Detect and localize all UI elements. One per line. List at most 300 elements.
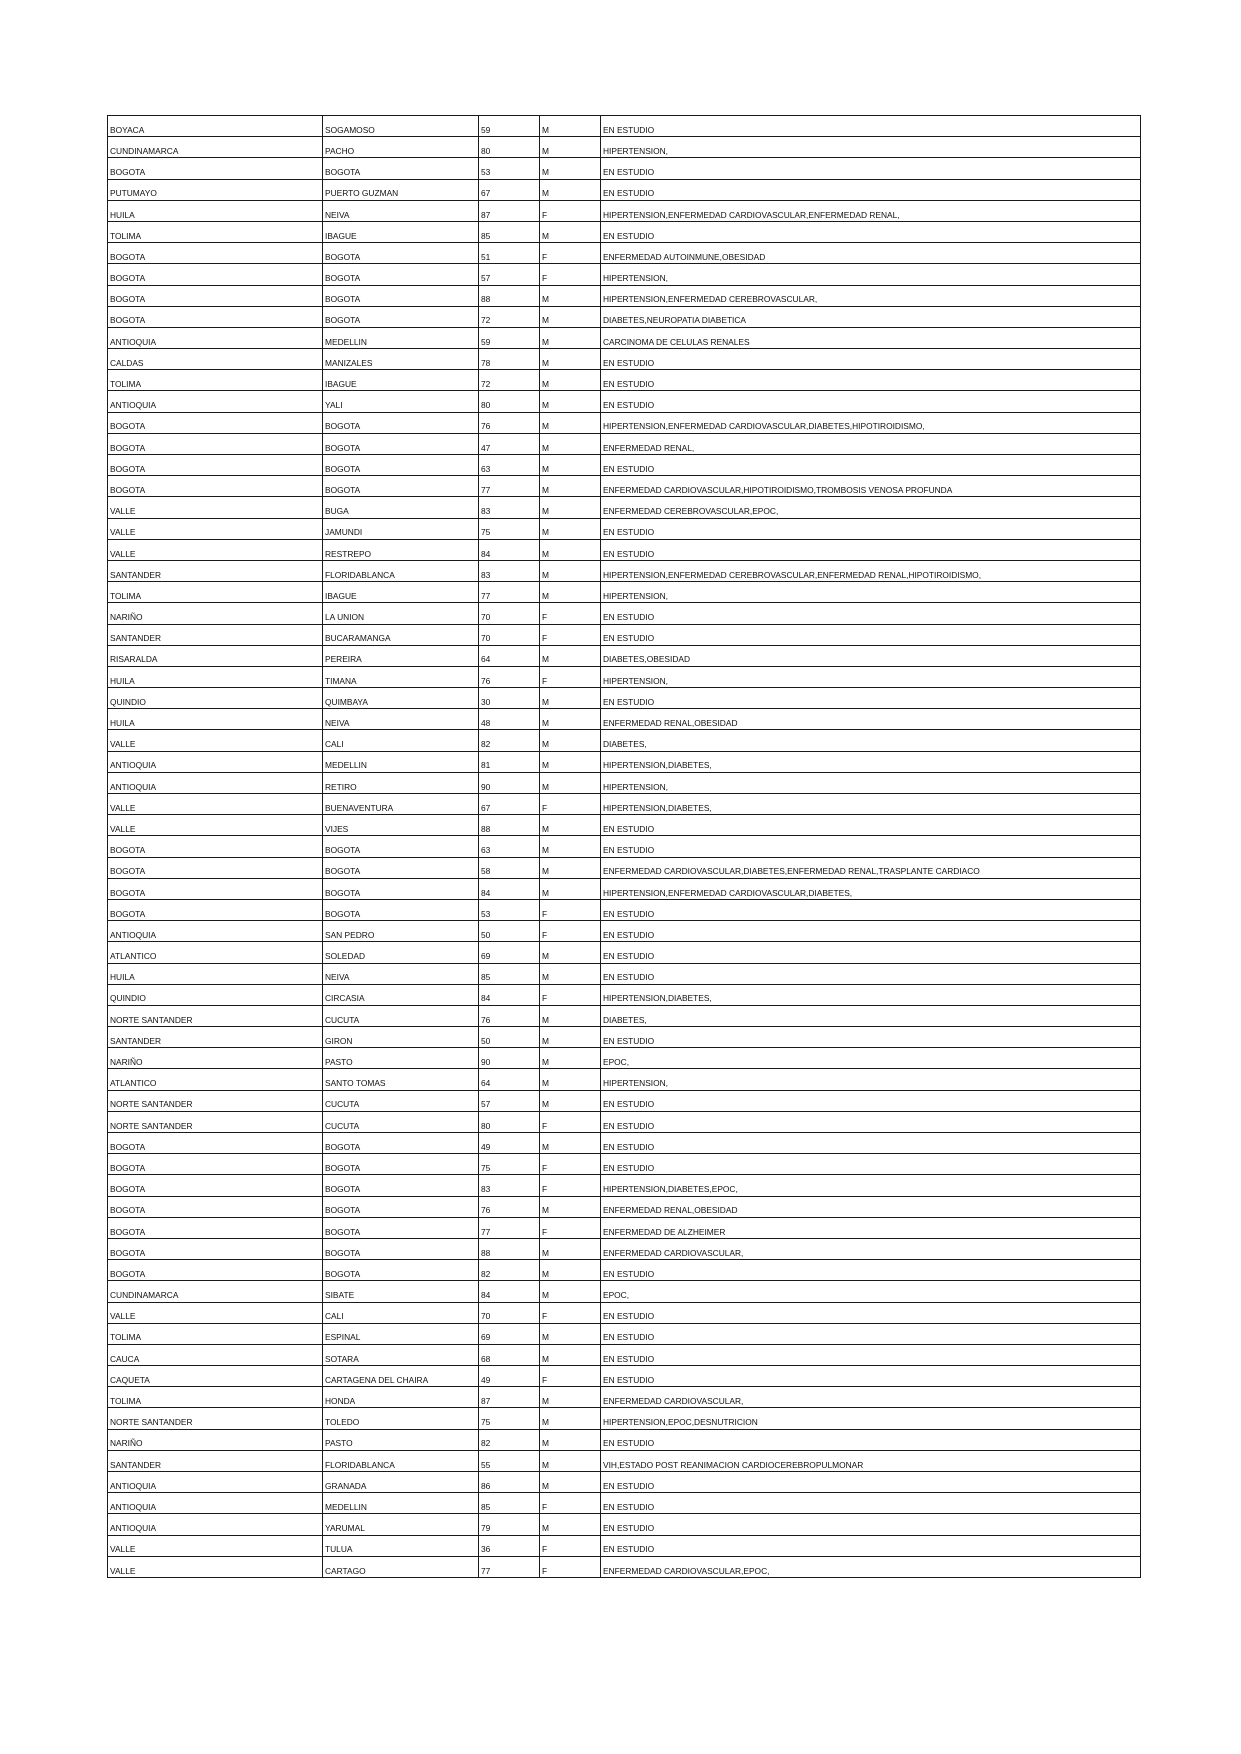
condition-cell: VIH,ESTADO POST REANIMACION CARDIOCEREBROPULMONAR [601, 1450, 1141, 1471]
table-row [108, 1472, 1141, 1493]
condition-cell: HIPERTENSION,EPOC,DESNUTRICION [601, 1408, 1141, 1429]
table-row [108, 709, 1141, 730]
municipality-cell: BOGOTA [323, 412, 479, 433]
age-cell: 83 [479, 560, 540, 581]
municipality-cell: NEIVA [323, 200, 479, 221]
age-cell: 59 [479, 327, 540, 348]
age-cell: 53 [479, 158, 540, 179]
age-cell: 49 [479, 1133, 540, 1154]
department-cell: ANTIOQUIA [108, 751, 323, 772]
department-cell: BOGOTA [108, 264, 323, 285]
department-cell: NARIÑO [108, 1429, 323, 1450]
condition-cell: DIABETES,NEUROPATIA DIABETICA [601, 306, 1141, 327]
sex-cell: M [540, 137, 601, 158]
department-cell: ANTIOQUIA [108, 391, 323, 412]
table-row [108, 264, 1141, 285]
table-row [108, 1260, 1141, 1281]
age-cell: 87 [479, 200, 540, 221]
table-row [108, 1281, 1141, 1302]
age-cell: 88 [479, 1238, 540, 1259]
condition-cell: EN ESTUDIO [601, 836, 1141, 857]
condition-cell: EN ESTUDIO [601, 179, 1141, 200]
cases-table [107, 115, 1141, 1578]
condition-cell: EN ESTUDIO [601, 1535, 1141, 1556]
municipality-cell: BOGOTA [323, 1217, 479, 1238]
age-cell: 88 [479, 815, 540, 836]
age-cell: 64 [479, 645, 540, 666]
municipality-cell: NEIVA [323, 963, 479, 984]
condition-cell: ENFERMEDAD RENAL,OBESIDAD [601, 709, 1141, 730]
table-row [108, 624, 1141, 645]
municipality-cell: BOGOTA [323, 476, 479, 497]
table-row [108, 179, 1141, 200]
sex-cell: M [540, 688, 601, 709]
department-cell: CAUCA [108, 1344, 323, 1365]
condition-cell: HIPERTENSION,DIABETES, [601, 794, 1141, 815]
department-cell: BOGOTA [108, 1133, 323, 1154]
department-cell: HUILA [108, 200, 323, 221]
department-cell: VALLE [108, 1535, 323, 1556]
department-cell: BOGOTA [108, 836, 323, 857]
table-row [108, 370, 1141, 391]
sex-cell: M [540, 1408, 601, 1429]
table-row [108, 984, 1141, 1005]
sex-cell: M [540, 1090, 601, 1111]
department-cell: QUINDIO [108, 688, 323, 709]
condition-cell: EN ESTUDIO [601, 1302, 1141, 1323]
department-cell: TOLIMA [108, 370, 323, 391]
condition-cell: EN ESTUDIO [601, 688, 1141, 709]
sex-cell: M [540, 815, 601, 836]
department-cell: SANTANDER [108, 560, 323, 581]
table-row [108, 730, 1141, 751]
age-cell: 88 [479, 285, 540, 306]
table-row [108, 158, 1141, 179]
sex-cell: F [540, 1535, 601, 1556]
department-cell: HUILA [108, 963, 323, 984]
condition-cell: EN ESTUDIO [601, 1323, 1141, 1344]
condition-cell: EN ESTUDIO [601, 1472, 1141, 1493]
department-cell: VALLE [108, 1556, 323, 1577]
municipality-cell: IBAGUE [323, 582, 479, 603]
table-row [108, 1450, 1141, 1471]
table-row [108, 412, 1141, 433]
sex-cell: M [540, 476, 601, 497]
sex-cell: M [540, 349, 601, 370]
sex-cell: F [540, 624, 601, 645]
condition-cell: EN ESTUDIO [601, 899, 1141, 920]
department-cell: VALLE [108, 1302, 323, 1323]
table-row [108, 963, 1141, 984]
municipality-cell: BOGOTA [323, 158, 479, 179]
municipality-cell: CARTAGO [323, 1556, 479, 1577]
sex-cell: M [540, 1260, 601, 1281]
department-cell: ATLANTICO [108, 1069, 323, 1090]
age-cell: 36 [479, 1535, 540, 1556]
condition-cell: HIPERTENSION,ENFERMEDAD CEREBROVASCULAR, [601, 285, 1141, 306]
sex-cell: M [540, 1196, 601, 1217]
municipality-cell: CUCUTA [323, 1111, 479, 1132]
sex-cell: F [540, 666, 601, 687]
condition-cell: CARCINOMA DE CELULAS RENALES [601, 327, 1141, 348]
department-cell: VALLE [108, 815, 323, 836]
department-cell: ANTIOQUIA [108, 327, 323, 348]
age-cell: 67 [479, 794, 540, 815]
table-row [108, 1238, 1141, 1259]
table-row [108, 306, 1141, 327]
municipality-cell: BOGOTA [323, 1133, 479, 1154]
sex-cell: M [540, 857, 601, 878]
table-row [108, 1090, 1141, 1111]
condition-cell: EN ESTUDIO [601, 518, 1141, 539]
age-cell: 30 [479, 688, 540, 709]
municipality-cell: FLORIDABLANCA [323, 1450, 479, 1471]
table-row [108, 221, 1141, 242]
condition-cell: EPOC, [601, 1281, 1141, 1302]
table-row [108, 1514, 1141, 1535]
sex-cell: F [540, 264, 601, 285]
sex-cell: M [540, 1005, 601, 1026]
municipality-cell: PACHO [323, 137, 479, 158]
department-cell: CAQUETA [108, 1366, 323, 1387]
sex-cell: M [540, 1048, 601, 1069]
sex-cell: F [540, 899, 601, 920]
department-cell: TOLIMA [108, 1323, 323, 1344]
sex-cell: M [540, 1238, 601, 1259]
age-cell: 63 [479, 836, 540, 857]
department-cell: BOGOTA [108, 285, 323, 306]
condition-cell: EN ESTUDIO [601, 963, 1141, 984]
age-cell: 64 [479, 1069, 540, 1090]
age-cell: 78 [479, 349, 540, 370]
municipality-cell: GIRON [323, 1027, 479, 1048]
sex-cell: M [540, 158, 601, 179]
table-row [108, 1133, 1141, 1154]
condition-cell: DIABETES,OBESIDAD [601, 645, 1141, 666]
table-row [108, 327, 1141, 348]
municipality-cell: BUCARAMANGA [323, 624, 479, 645]
age-cell: 70 [479, 624, 540, 645]
table-row [108, 1027, 1141, 1048]
municipality-cell: BOGOTA [323, 899, 479, 920]
table-row [108, 455, 1141, 476]
department-cell: HUILA [108, 709, 323, 730]
condition-cell: EN ESTUDIO [601, 1090, 1141, 1111]
sex-cell: M [540, 497, 601, 518]
municipality-cell: SANTO TOMAS [323, 1069, 479, 1090]
age-cell: 82 [479, 1260, 540, 1281]
condition-cell: HIPERTENSION, [601, 666, 1141, 687]
sex-cell: M [540, 1133, 601, 1154]
sex-cell: F [540, 1175, 601, 1196]
age-cell: 86 [479, 1472, 540, 1493]
table-row [108, 1175, 1141, 1196]
age-cell: 50 [479, 921, 540, 942]
condition-cell: EN ESTUDIO [601, 158, 1141, 179]
department-cell: NARIÑO [108, 603, 323, 624]
table-row [108, 751, 1141, 772]
condition-cell: ENFERMEDAD RENAL,OBESIDAD [601, 1196, 1141, 1217]
sex-cell: M [540, 1450, 601, 1471]
table-row [108, 1535, 1141, 1556]
age-cell: 49 [479, 1366, 540, 1387]
age-cell: 85 [479, 221, 540, 242]
table-row [108, 1048, 1141, 1069]
municipality-cell: SIBATE [323, 1281, 479, 1302]
condition-cell: HIPERTENSION, [601, 137, 1141, 158]
condition-cell: EN ESTUDIO [601, 1429, 1141, 1450]
table-row [108, 645, 1141, 666]
department-cell: BOYACA [108, 116, 323, 137]
department-cell: VALLE [108, 794, 323, 815]
sex-cell: F [540, 200, 601, 221]
department-cell: ATLANTICO [108, 942, 323, 963]
table-row [108, 1323, 1141, 1344]
sex-cell: M [540, 1514, 601, 1535]
municipality-cell: SOTARA [323, 1344, 479, 1365]
age-cell: 75 [479, 1154, 540, 1175]
age-cell: 47 [479, 433, 540, 454]
sex-cell: M [540, 878, 601, 899]
condition-cell: EN ESTUDIO [601, 1027, 1141, 1048]
table-row [108, 1196, 1141, 1217]
condition-cell: HIPERTENSION,DIABETES, [601, 751, 1141, 772]
condition-cell: ENFERMEDAD DE ALZHEIMER [601, 1217, 1141, 1238]
municipality-cell: VIJES [323, 815, 479, 836]
sex-cell: M [540, 560, 601, 581]
department-cell: ANTIOQUIA [108, 1514, 323, 1535]
sex-cell: F [540, 1154, 601, 1175]
age-cell: 90 [479, 772, 540, 793]
department-cell: CUNDINAMARCA [108, 1281, 323, 1302]
table-row [108, 560, 1141, 581]
sex-cell: F [540, 921, 601, 942]
municipality-cell: BOGOTA [323, 1154, 479, 1175]
department-cell: BOGOTA [108, 899, 323, 920]
condition-cell: EN ESTUDIO [601, 391, 1141, 412]
age-cell: 77 [479, 1556, 540, 1577]
sex-cell: F [540, 1111, 601, 1132]
table-row [108, 116, 1141, 137]
sex-cell: M [540, 412, 601, 433]
department-cell: BOGOTA [108, 476, 323, 497]
condition-cell: HIPERTENSION,ENFERMEDAD CARDIOVASCULAR,ENFERMEDAD RENAL, [601, 200, 1141, 221]
sex-cell: M [540, 455, 601, 476]
table-row [108, 603, 1141, 624]
age-cell: 82 [479, 730, 540, 751]
table-row [108, 878, 1141, 899]
age-cell: 59 [479, 116, 540, 137]
department-cell: VALLE [108, 497, 323, 518]
table-row [108, 582, 1141, 603]
table-row [108, 666, 1141, 687]
sex-cell: M [540, 1281, 601, 1302]
age-cell: 84 [479, 1281, 540, 1302]
department-cell: SANTANDER [108, 1450, 323, 1471]
condition-cell: ENFERMEDAD CARDIOVASCULAR, [601, 1387, 1141, 1408]
age-cell: 85 [479, 963, 540, 984]
municipality-cell: BOGOTA [323, 1175, 479, 1196]
municipality-cell: BOGOTA [323, 1238, 479, 1259]
age-cell: 77 [479, 1217, 540, 1238]
condition-cell: EN ESTUDIO [601, 1133, 1141, 1154]
sex-cell: F [540, 984, 601, 1005]
age-cell: 69 [479, 1323, 540, 1344]
municipality-cell: IBAGUE [323, 221, 479, 242]
department-cell: BOGOTA [108, 1154, 323, 1175]
municipality-cell: PASTO [323, 1429, 479, 1450]
age-cell: 84 [479, 878, 540, 899]
department-cell: ANTIOQUIA [108, 1493, 323, 1514]
condition-cell: DIABETES, [601, 1005, 1141, 1026]
table-row [108, 1344, 1141, 1365]
table-row [108, 899, 1141, 920]
sex-cell: M [540, 1472, 601, 1493]
table-row [108, 1366, 1141, 1387]
department-cell: SANTANDER [108, 624, 323, 645]
age-cell: 68 [479, 1344, 540, 1365]
condition-cell: EN ESTUDIO [601, 1366, 1141, 1387]
age-cell: 72 [479, 370, 540, 391]
sex-cell: M [540, 1387, 601, 1408]
sex-cell: F [540, 1302, 601, 1323]
cases-table-body [108, 116, 1141, 1578]
table-row [108, 1069, 1141, 1090]
table-row [108, 688, 1141, 709]
department-cell: BOGOTA [108, 1238, 323, 1259]
age-cell: 51 [479, 243, 540, 264]
municipality-cell: SAN PEDRO [323, 921, 479, 942]
table-row [108, 391, 1141, 412]
municipality-cell: BOGOTA [323, 857, 479, 878]
sex-cell: M [540, 709, 601, 730]
age-cell: 76 [479, 1005, 540, 1026]
department-cell: NORTE SANTANDER [108, 1090, 323, 1111]
table-row [108, 815, 1141, 836]
sex-cell: M [540, 285, 601, 306]
department-cell: TOLIMA [108, 221, 323, 242]
table-row [108, 1217, 1141, 1238]
department-cell: TOLIMA [108, 1387, 323, 1408]
department-cell: BOGOTA [108, 878, 323, 899]
condition-cell: HIPERTENSION,DIABETES,EPOC, [601, 1175, 1141, 1196]
table-row [108, 243, 1141, 264]
condition-cell: HIPERTENSION, [601, 1069, 1141, 1090]
condition-cell: EN ESTUDIO [601, 116, 1141, 137]
age-cell: 81 [479, 751, 540, 772]
municipality-cell: MANIZALES [323, 349, 479, 370]
age-cell: 79 [479, 1514, 540, 1535]
sex-cell: M [540, 751, 601, 772]
municipality-cell: TOLEDO [323, 1408, 479, 1429]
department-cell: RISARALDA [108, 645, 323, 666]
municipality-cell: ESPINAL [323, 1323, 479, 1344]
municipality-cell: GRANADA [323, 1472, 479, 1493]
condition-cell: HIPERTENSION,DIABETES, [601, 984, 1141, 1005]
table-row [108, 857, 1141, 878]
department-cell: TOLIMA [108, 582, 323, 603]
age-cell: 90 [479, 1048, 540, 1069]
municipality-cell: PASTO [323, 1048, 479, 1069]
condition-cell: DIABETES, [601, 730, 1141, 751]
sex-cell: M [540, 645, 601, 666]
age-cell: 67 [479, 179, 540, 200]
municipality-cell: NEIVA [323, 709, 479, 730]
municipality-cell: YALI [323, 391, 479, 412]
age-cell: 77 [479, 476, 540, 497]
age-cell: 84 [479, 984, 540, 1005]
municipality-cell: BUENAVENTURA [323, 794, 479, 815]
table-row [108, 349, 1141, 370]
condition-cell: EN ESTUDIO [601, 370, 1141, 391]
condition-cell: ENFERMEDAD CARDIOVASCULAR,HIPOTIROIDISMO,TROMBOSIS VENOSA PROFUNDA [601, 476, 1141, 497]
condition-cell: EN ESTUDIO [601, 221, 1141, 242]
municipality-cell: PEREIRA [323, 645, 479, 666]
municipality-cell: HONDA [323, 1387, 479, 1408]
department-cell: BOGOTA [108, 1175, 323, 1196]
department-cell: BOGOTA [108, 1260, 323, 1281]
department-cell: CUNDINAMARCA [108, 137, 323, 158]
municipality-cell: BOGOTA [323, 878, 479, 899]
municipality-cell: BOGOTA [323, 455, 479, 476]
table-row [108, 137, 1141, 158]
age-cell: 85 [479, 1493, 540, 1514]
municipality-cell: QUIMBAYA [323, 688, 479, 709]
sex-cell: M [540, 306, 601, 327]
age-cell: 80 [479, 137, 540, 158]
department-cell: VALLE [108, 730, 323, 751]
sex-cell: F [540, 1493, 601, 1514]
table-row [108, 1111, 1141, 1132]
sex-cell: M [540, 730, 601, 751]
condition-cell: HIPERTENSION, [601, 582, 1141, 603]
department-cell: VALLE [108, 518, 323, 539]
municipality-cell: CARTAGENA DEL CHAIRA [323, 1366, 479, 1387]
age-cell: 70 [479, 603, 540, 624]
age-cell: 57 [479, 1090, 540, 1111]
condition-cell: EN ESTUDIO [601, 1154, 1141, 1175]
table-row [108, 1387, 1141, 1408]
sex-cell: M [540, 582, 601, 603]
table-row [108, 497, 1141, 518]
condition-cell: ENFERMEDAD RENAL, [601, 433, 1141, 454]
age-cell: 77 [479, 582, 540, 603]
condition-cell: EN ESTUDIO [601, 1493, 1141, 1514]
age-cell: 76 [479, 412, 540, 433]
department-cell: NORTE SANTANDER [108, 1408, 323, 1429]
condition-cell: EN ESTUDIO [601, 539, 1141, 560]
municipality-cell: JAMUNDI [323, 518, 479, 539]
sex-cell: F [540, 603, 601, 624]
department-cell: BOGOTA [108, 158, 323, 179]
department-cell: ANTIOQUIA [108, 1472, 323, 1493]
municipality-cell: BUGA [323, 497, 479, 518]
age-cell: 75 [479, 518, 540, 539]
age-cell: 48 [479, 709, 540, 730]
municipality-cell: CALI [323, 730, 479, 751]
municipality-cell: FLORIDABLANCA [323, 560, 479, 581]
department-cell: ANTIOQUIA [108, 772, 323, 793]
table-row [108, 1302, 1141, 1323]
sex-cell: M [540, 1323, 601, 1344]
condition-cell: EN ESTUDIO [601, 1344, 1141, 1365]
age-cell: 69 [479, 942, 540, 963]
municipality-cell: SOLEDAD [323, 942, 479, 963]
sex-cell: F [540, 243, 601, 264]
municipality-cell: BOGOTA [323, 243, 479, 264]
age-cell: 80 [479, 1111, 540, 1132]
age-cell: 83 [479, 1175, 540, 1196]
